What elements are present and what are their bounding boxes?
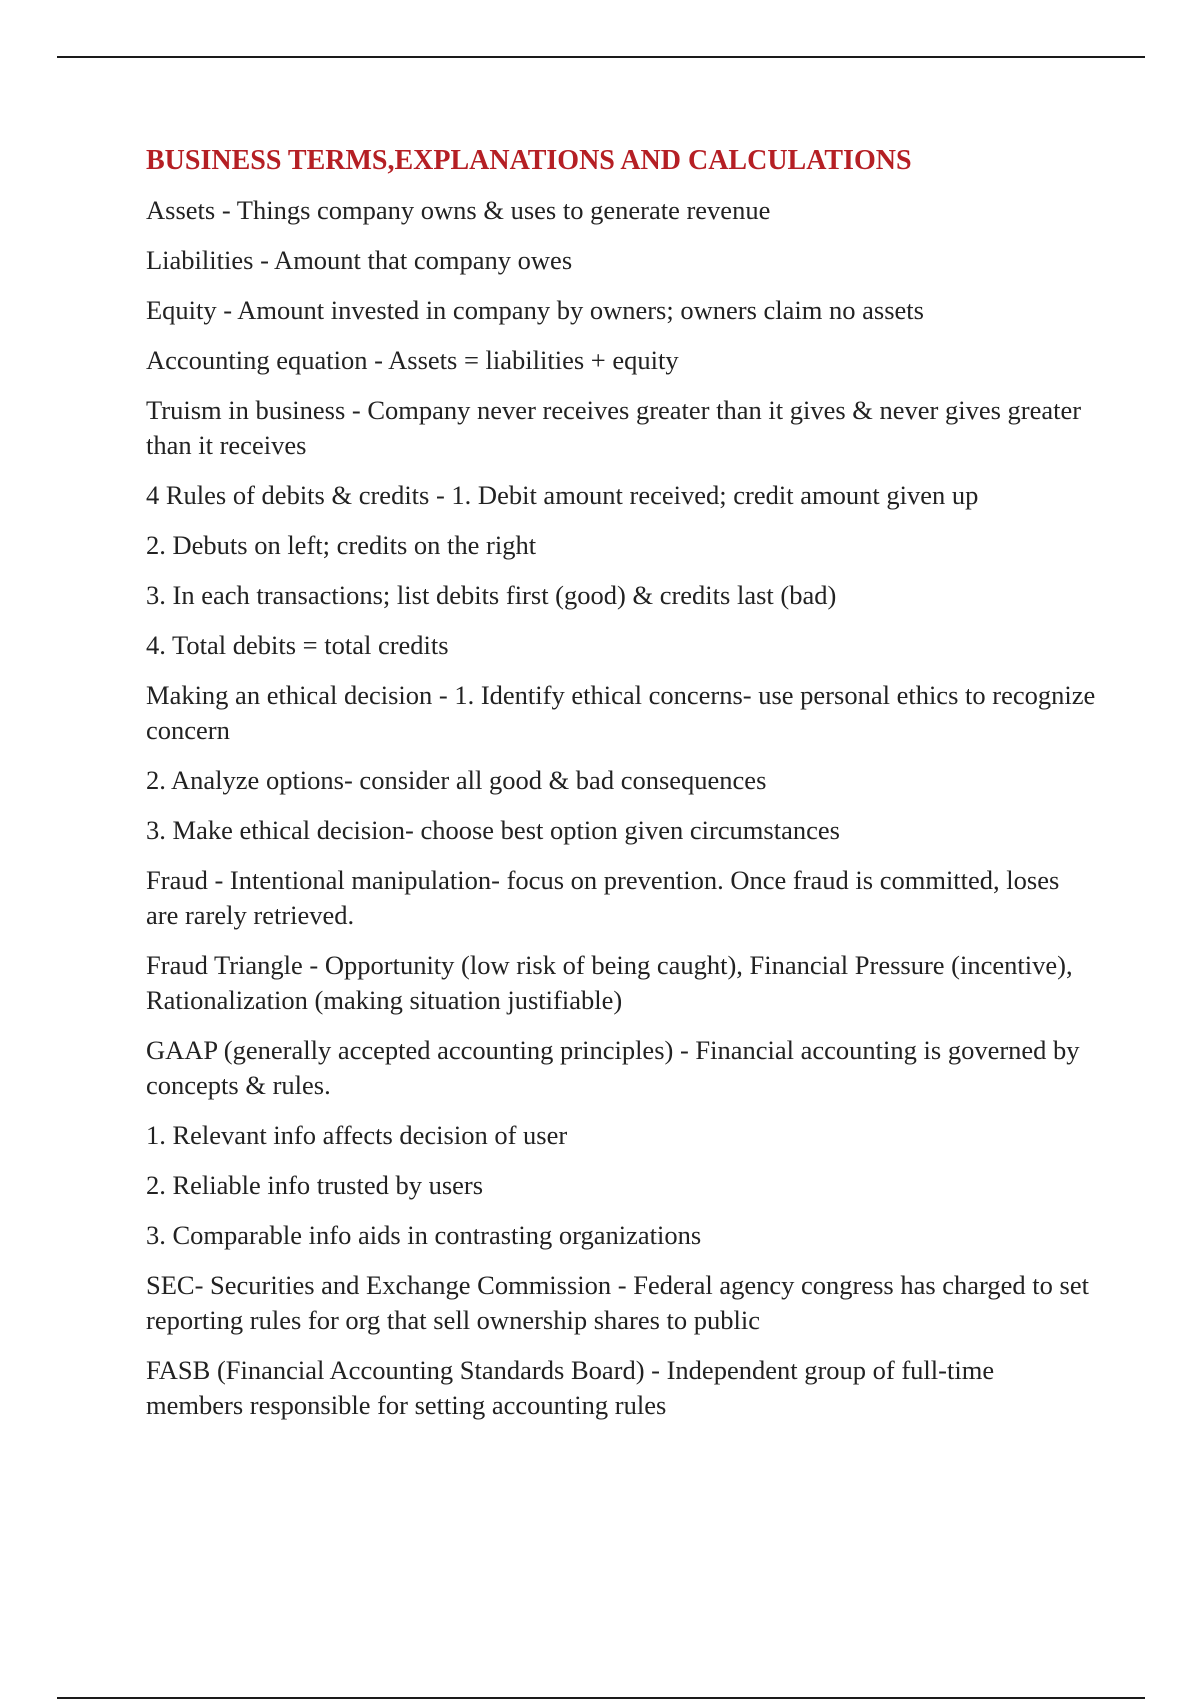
entry-equity: Equity - Amount invested in company by owners; owners claim no assets [146, 295, 924, 325]
entry-gaap-1: 1. Relevant info affects decision of user [146, 1120, 568, 1150]
entry-debit-credit-rule-2: 2. Debuts on left; credits on the right [146, 530, 537, 560]
entry-sec: SEC- Securities and Exchange Commission - Federal agency congress has charged to set reporting rules for org that sell ownership shares to public [146, 1270, 1089, 1335]
entry-ethical-decision-3: 3. Make ethical decision- choose best option given circumstances [146, 815, 840, 845]
entry-gaap-2: 2. Reliable info trusted by users [146, 1170, 484, 1200]
entry-ethical-decision-2: 2. Analyze options- consider all good & bad consequences [146, 765, 767, 795]
document-title: BUSINESS TERMS,EXPLANATIONS AND CALCULATIONS [146, 145, 912, 176]
entry-fraud: Fraud - Intentional manipulation- focus on prevention. Once fraud is committed, loses are rarely retrieved. [146, 865, 1060, 930]
entry-debit-credit-rule-1: 4 Rules of debits & credits - 1. Debit amount received; credit amount given up [146, 480, 979, 510]
entry-fasb: FASB (Financial Accounting Standards Board) - Independent group of full-time members responsible for setting accounting rules [146, 1355, 995, 1420]
entry-gaap: GAAP (generally accepted accounting principles) - Financial accounting is governed by concepts & rules. [146, 1035, 1080, 1100]
entry-accounting-equation: Accounting equation - Assets = liabilities + equity [146, 345, 679, 375]
entry-debit-credit-rule-3: 3. In each transactions; list debits first (good) & credits last (bad) [146, 580, 837, 610]
entry-truism: Truism in business - Company never receives greater than it gives & never gives greater than it receives [146, 395, 1082, 460]
entry-ethical-decision-1: Making an ethical decision - 1. Identify ethical concerns- use personal ethics to recognize concern [146, 680, 1096, 745]
document-body [146, 143, 1096, 1438]
entry-fraud-triangle: Fraud Triangle - Opportunity (low risk of being caught), Financial Pressure (incentive), Rationalization (making situation justifiable) [146, 950, 1073, 1015]
top-rule [57, 56, 1145, 58]
entry-liabilities: Liabilities - Amount that company owes [146, 245, 573, 275]
entry-debit-credit-rule-4: 4. Total debits = total credits [146, 630, 449, 660]
entry-assets: Assets - Things company owns & uses to generate revenue [146, 195, 771, 225]
bottom-rule [57, 1697, 1145, 1699]
entry-gaap-3: 3. Comparable info aids in contrasting organizations [146, 1220, 702, 1250]
